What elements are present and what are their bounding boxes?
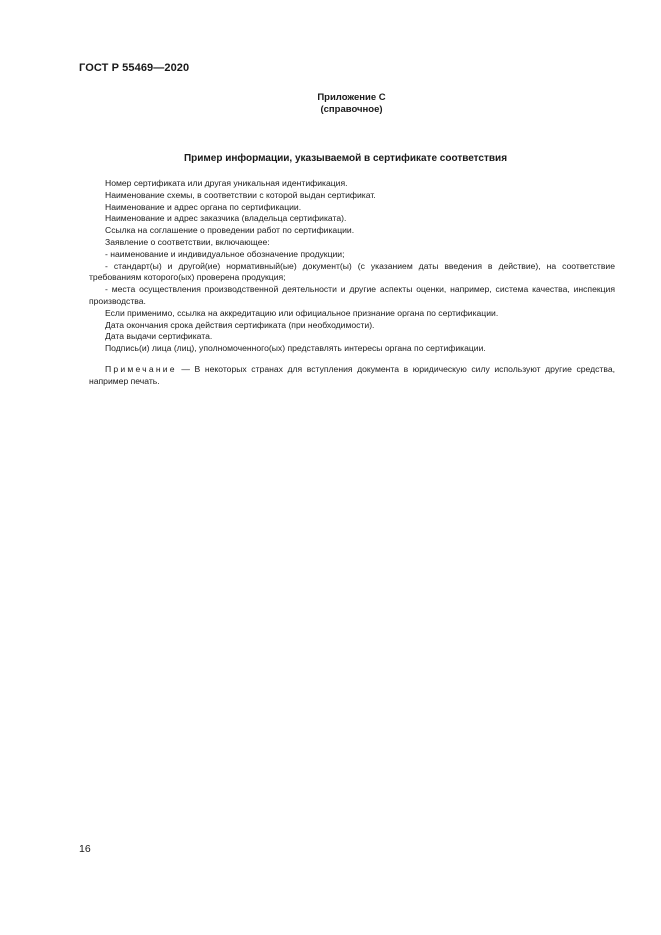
document-code: ГОСТ Р 55469—2020 bbox=[79, 62, 190, 74]
paragraph: Наименование и адрес заказчика (владельца сертификата). bbox=[105, 213, 347, 224]
body-text bbox=[89, 178, 615, 355]
paragraph: Подпись(и) лица (лиц), уполномоченного(ых) представлять интересы органа по сертификации. bbox=[105, 343, 486, 354]
appendix-subtitle: (справочное) bbox=[320, 104, 383, 115]
note-text: — В некоторых странах для вступления документа в юридическую силу используют другие средства, например печать. bbox=[89, 364, 615, 386]
paragraph: Наименование схемы, в соответствии с которой выдан сертификат. bbox=[105, 189, 376, 200]
appendix-heading bbox=[0, 92, 661, 116]
list-item: - стандарт(ы) и другой(ие) нормативный(ые) документ(ы) (с указанием даты введения в действие), на соответствие требованиям которого(ых) проверена продукция; bbox=[89, 260, 615, 283]
list-item: - наименование и индивидуальное обозначение продукции; bbox=[105, 248, 345, 259]
paragraph: Если применимо, ссылка на аккредитацию или официальное признание органа по сертификации. bbox=[105, 307, 499, 318]
paragraph: Заявление о соответствии, включающее: bbox=[105, 236, 270, 247]
note-paragraph bbox=[89, 364, 615, 388]
paragraph: Дата выдачи сертификата. bbox=[105, 331, 213, 342]
note-label: Примечание bbox=[105, 364, 177, 374]
list-item: - места осуществления производственной деятельности и другие аспекты оценки, например, система качества, инспекция производства. bbox=[89, 284, 615, 306]
note bbox=[89, 364, 615, 388]
appendix-title: Приложение С bbox=[317, 92, 386, 103]
paragraph: Номер сертификата или другая уникальная идентификация. bbox=[105, 178, 348, 188]
paragraph: Наименование и адрес органа по сертификации. bbox=[105, 201, 302, 212]
section-title: Пример информации, указываемой в сертификате соответствия bbox=[183, 153, 508, 164]
paragraph: Дата окончания срока действия сертификата (при необходимости). bbox=[105, 319, 375, 330]
paragraph: Ссылка на соглашение о проведении работ по сертификации. bbox=[105, 225, 355, 236]
page-number: 16 bbox=[79, 843, 91, 855]
